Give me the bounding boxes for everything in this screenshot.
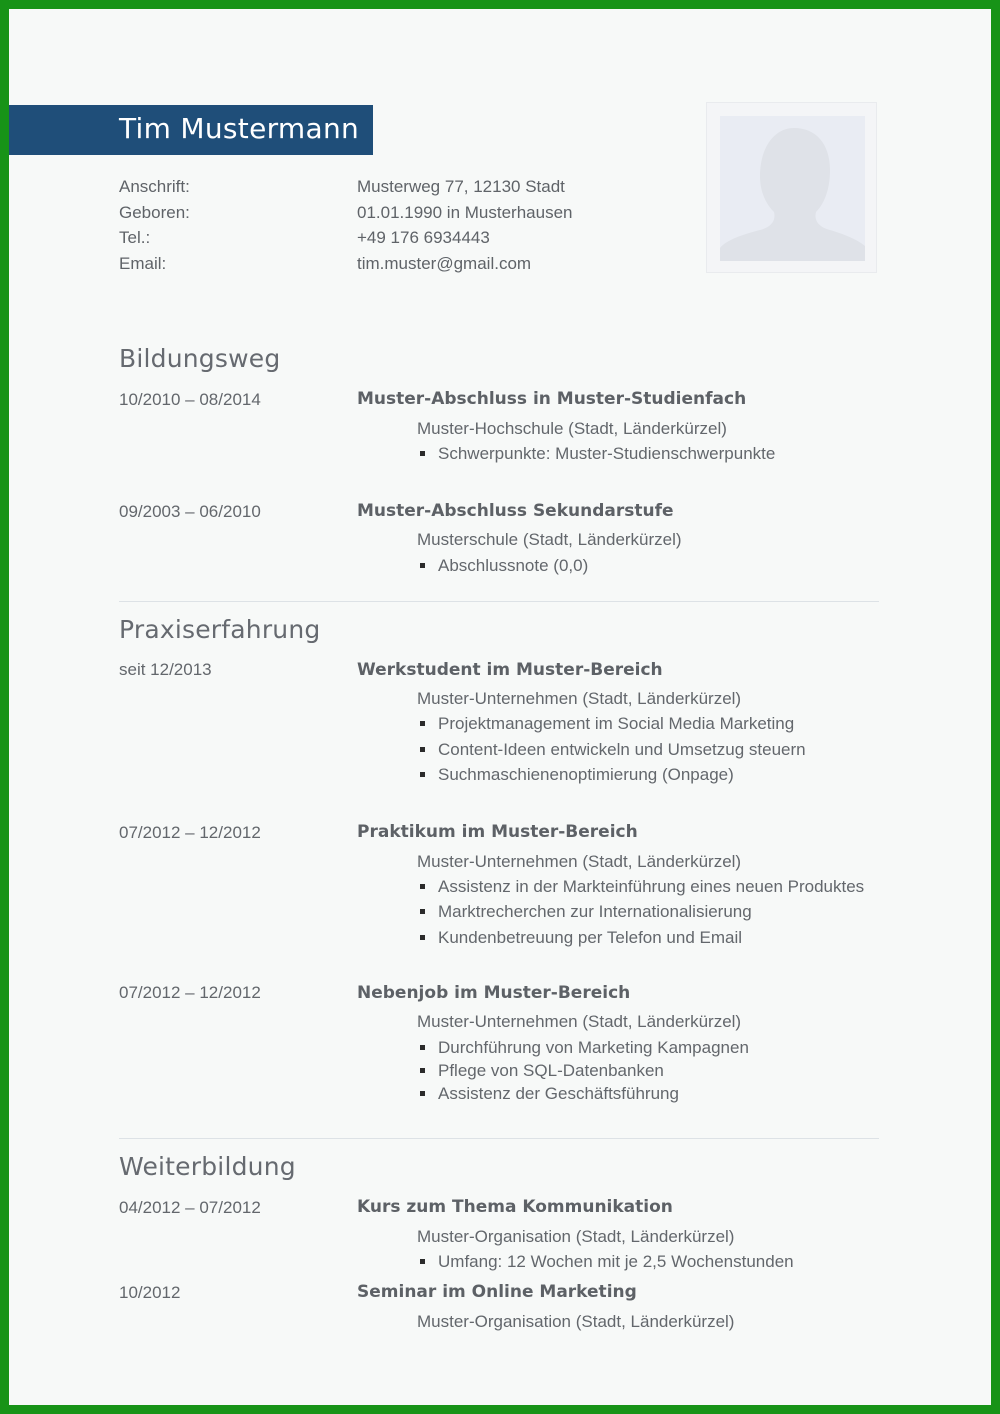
contact-value-birth: 01.01.1990 in Musterhausen [357, 203, 573, 222]
entry-date: 07/2012 – 12/2012 [119, 983, 261, 1002]
bullet-item: Pflege von SQL-Datenbanken [417, 1061, 664, 1081]
contact-value-address: Musterweg 77, 12130 Stadt [357, 177, 565, 196]
entry-date: seit 12/2013 [119, 660, 212, 679]
applicant-name: Tim Mustermann [119, 112, 360, 145]
section-title-education: Bildungsweg [119, 344, 281, 373]
bullet-item: Content-Ideen entwickeln und Umsetzug steuern [417, 740, 806, 760]
contact-value-phone: +49 176 6934443 [357, 228, 490, 247]
section-title-training: Weiterbildung [119, 1152, 296, 1181]
entry-title: Muster-Abschluss in Muster-Studienfach [357, 389, 747, 409]
entry-title: Werkstudent im Muster-Bereich [357, 660, 663, 680]
entry-date: 09/2003 – 06/2010 [119, 502, 261, 521]
section-title-experience: Praxiserfahrung [119, 615, 321, 644]
bullet-item: Suchmaschienenoptimierung (Onpage) [417, 765, 734, 785]
bullet-item: Umfang: 12 Wochen mit je 2,5 Wochenstunden [417, 1252, 794, 1272]
entry-title: Muster-Abschluss Sekundarstufe [357, 501, 674, 521]
entry-title: Seminar im Online Marketing [357, 1282, 637, 1302]
entry-title: Kurs zum Thema Kommunikation [357, 1197, 673, 1217]
bullet-item: Kundenbetreuung per Telefon und Email [417, 928, 742, 948]
photo-frame [706, 102, 877, 273]
entry-organization: Muster-Unternehmen (Stadt, Länderkürzel) [417, 1012, 742, 1031]
entry-organization: Muster-Hochschule (Stadt, Länderkürzel) [417, 419, 727, 438]
entry-date: 07/2012 – 12/2012 [119, 823, 261, 842]
entry-title: Praktikum im Muster-Bereich [357, 822, 638, 842]
entry-organization: Muster-Unternehmen (Stadt, Länderkürzel) [417, 852, 742, 871]
section-divider [119, 601, 879, 602]
section-divider [119, 1138, 879, 1139]
bullet-item: Assistenz der Geschäftsführung [417, 1084, 679, 1104]
bullet-item: Projektmanagement im Social Media Marketing [417, 714, 794, 734]
contact-label-address: Anschrift: [119, 177, 190, 196]
entry-organization: Musterschule (Stadt, Länderkürzel) [417, 530, 682, 549]
bullet-item: Schwerpunkte: Muster-Studienschwerpunkte [417, 444, 775, 464]
entry-title: Nebenjob im Muster-Bereich [357, 983, 631, 1003]
entry-date: 10/2010 – 08/2014 [119, 390, 261, 409]
contact-label-phone: Tel.: [119, 228, 151, 247]
entry-organization: Muster-Organisation (Stadt, Länderkürzel) [417, 1312, 735, 1331]
cv-page [9, 9, 991, 1405]
person-silhouette-icon [720, 116, 865, 261]
entry-organization: Muster-Organisation (Stadt, Länderkürzel) [417, 1227, 735, 1246]
bullet-item: Assistenz in der Markteinführung eines neuen Produktes [417, 877, 864, 897]
entry-date: 04/2012 – 07/2012 [119, 1198, 261, 1217]
contact-label-birth: Geboren: [119, 203, 190, 222]
entry-date: 10/2012 [119, 1283, 181, 1302]
contact-value-email[interactable]: tim.muster@gmail.com [357, 254, 532, 273]
bullet-item: Abschlussnote (0,0) [417, 556, 588, 576]
bullet-item: Marktrecherchen zur Internationalisierung [417, 902, 752, 922]
entry-organization: Muster-Unternehmen (Stadt, Länderkürzel) [417, 689, 742, 708]
contact-label-email: Email: [119, 254, 167, 273]
bullet-item: Durchführung von Marketing Kampagnen [417, 1038, 749, 1058]
